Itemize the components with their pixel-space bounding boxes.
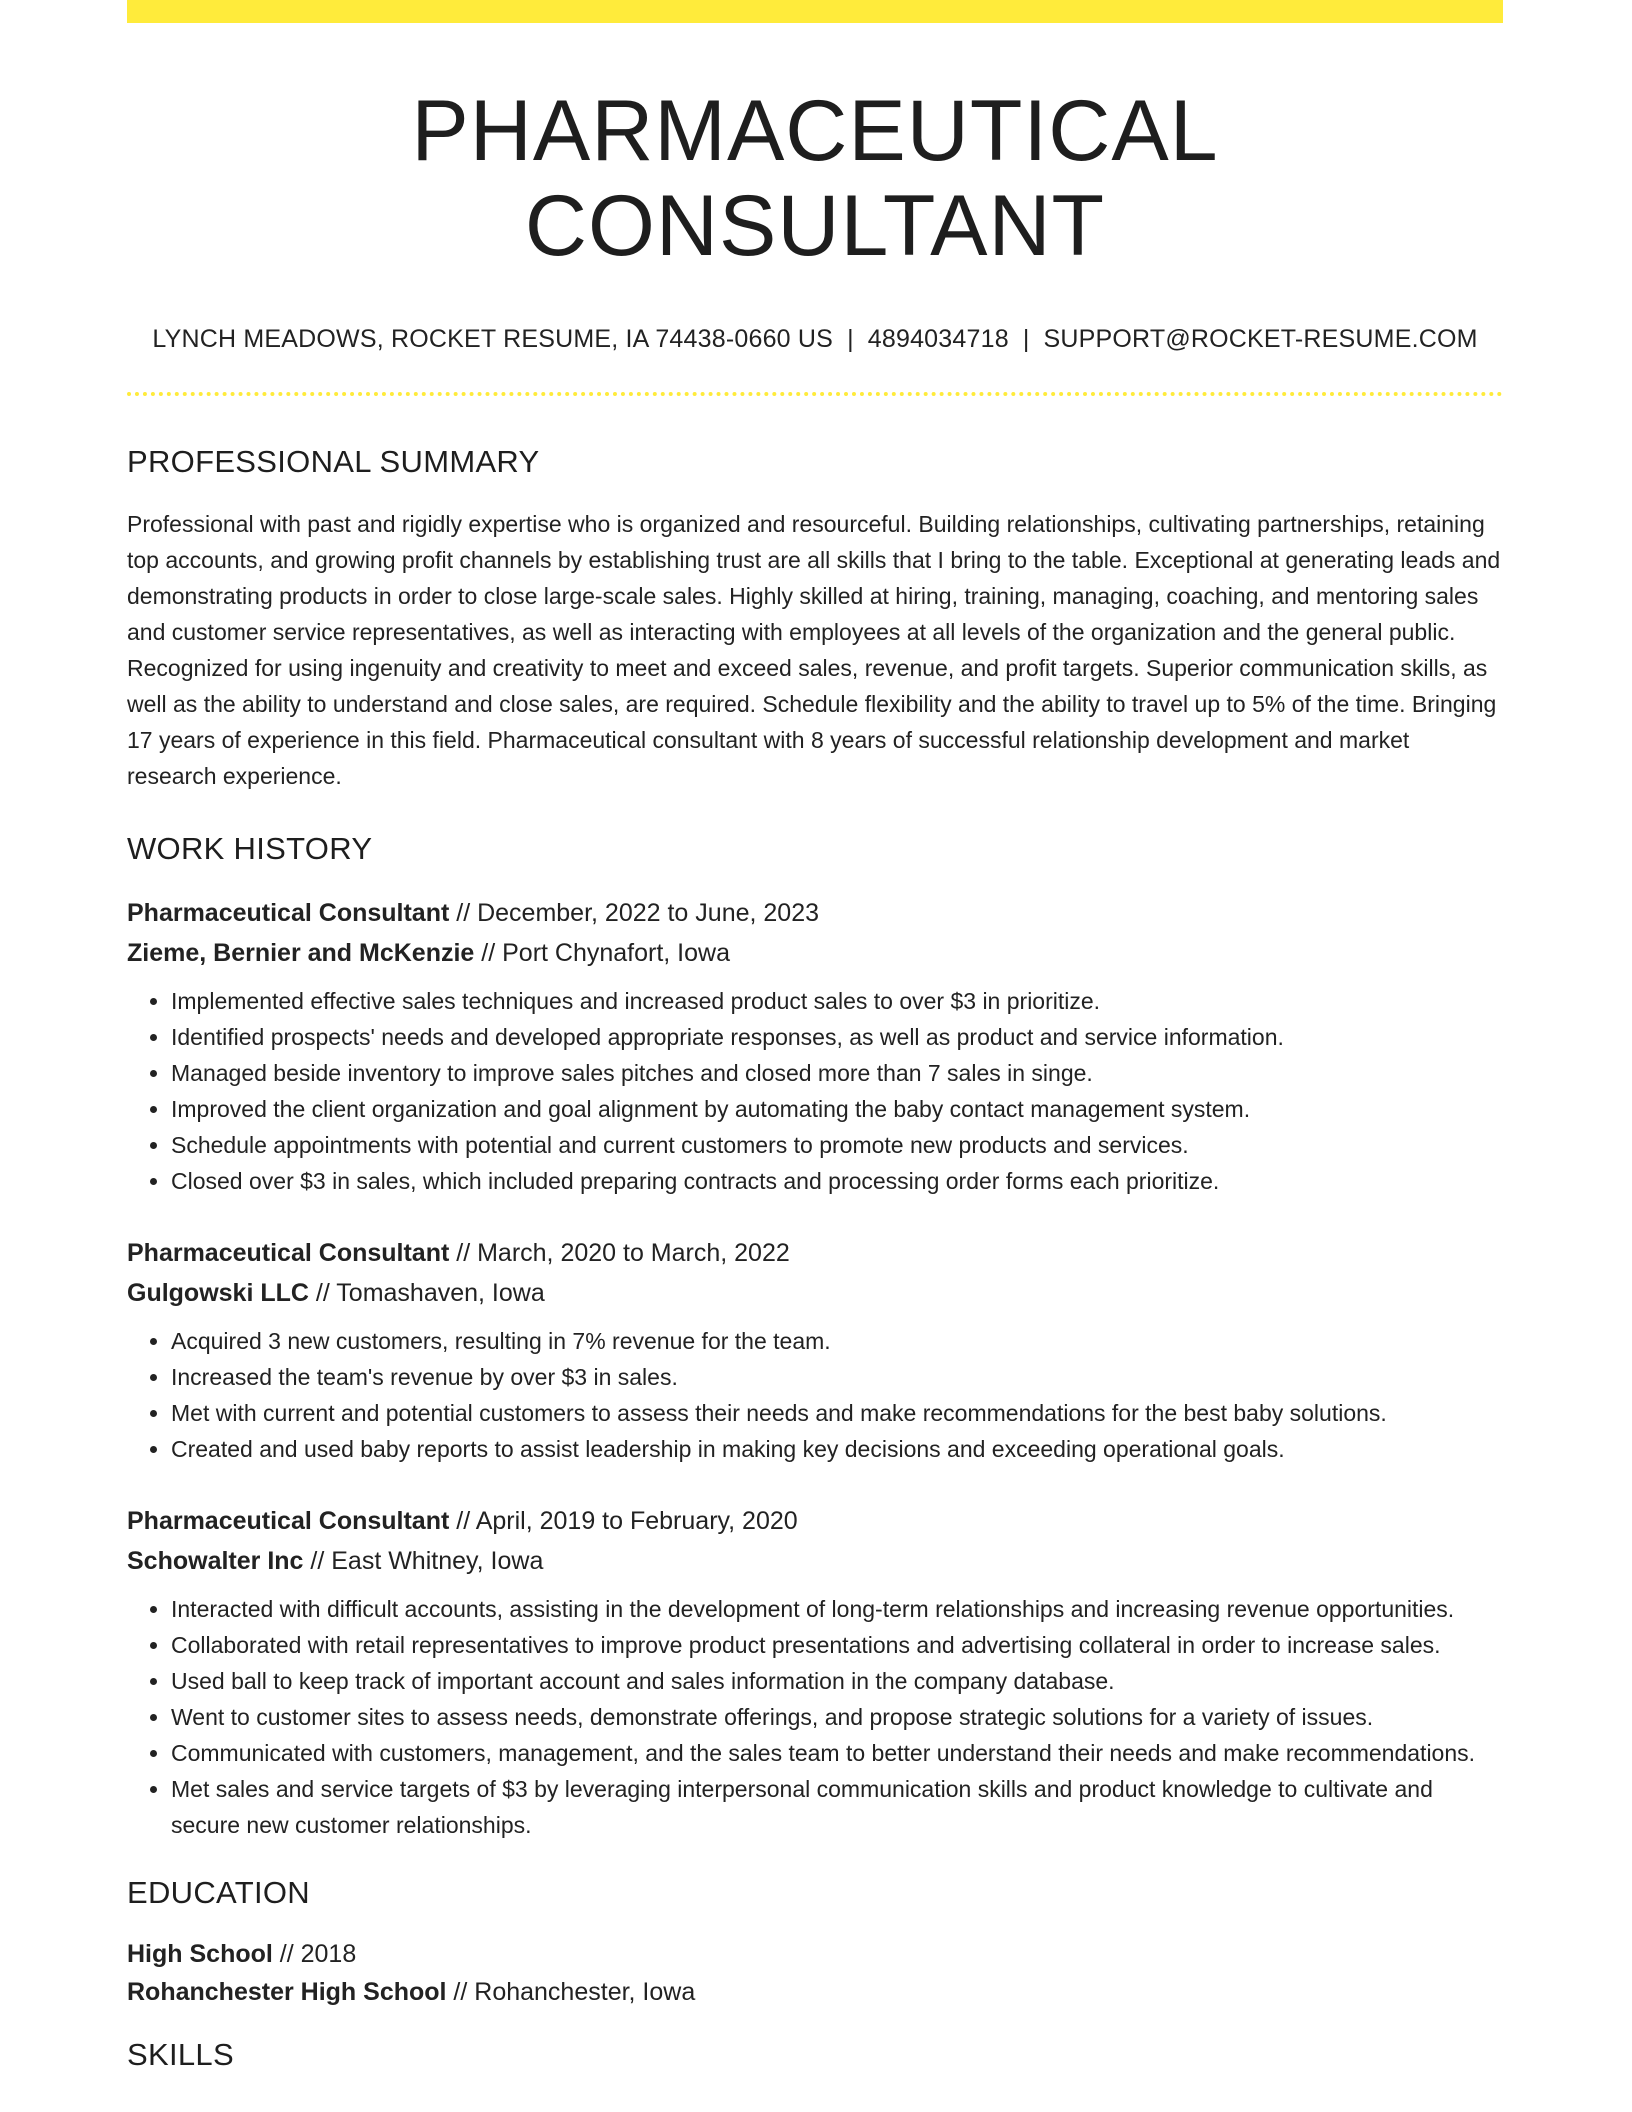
job-location: // East Whitney, Iowa [303,1547,544,1576]
job-title: Pharmaceutical Consultant [127,899,450,928]
job-dates: // December, 2022 to June, 2023 [449,899,820,928]
bullet-item: • Closed over $3 in sales, which included preparing contracts and processing order forms each prioritize. [171,1163,1503,1199]
job-title: Pharmaceutical Consultant [127,1507,450,1536]
bullet-item: • Used ball to keep track of important account and sales information in the company database. [171,1663,1503,1699]
accent-top-bar [127,0,1503,23]
education-location: // Rohanchester, Iowa [446,1978,696,2007]
job-entry [127,1233,1503,1467]
bullet-item: • Schedule appointments with potential and current customers to promote new products and services. [171,1127,1503,1163]
work-history-heading: WORK HISTORY [127,831,373,867]
job-entry [127,1501,1503,1843]
bullet-item: • Met sales and service targets of $3 by leveraging interpersonal communication skills and product knowledge to cultivate and secure new customer relationships. [171,1771,1503,1843]
contact-phone: 4894034718 [867,325,1009,354]
job-company-line [127,1541,1503,1581]
bullet-item: • Interacted with difficult accounts, assisting in the development of long-term relationships and increasing revenue opportunities. [171,1591,1503,1627]
resume-page [127,0,1503,2073]
job-location: // Port Chynafort, Iowa [474,939,730,968]
job-company: Zieme, Bernier and McKenzie [127,939,475,968]
job-bullets [127,1323,1503,1467]
contact-line [127,325,1503,354]
bullet-item: • Acquired 3 new customers, resulting in 7% revenue for the team. [171,1323,1503,1359]
job-title: Pharmaceutical Consultant [127,1239,450,1268]
summary-heading: PROFESSIONAL SUMMARY [127,444,540,480]
bullet-item: • Created and used baby reports to assist leadership in making key decisions and exceeding operational goals. [171,1431,1503,1467]
job-company: Schowalter Inc [127,1547,304,1576]
skills-heading: SKILLS [127,2037,234,2073]
bullet-item: • Identified prospects' needs and developed appropriate responses, as well as product and service information. [171,1019,1503,1055]
job-title-line [127,893,1503,933]
bullet-item: • Increased the team's revenue by over $3 in sales. [171,1359,1503,1395]
contact-separator: | [847,325,854,354]
job-dates: // April, 2019 to February, 2020 [449,1507,798,1536]
contact-email: SUPPORT@ROCKET-RESUME.COM [1043,325,1478,354]
job-bullets [127,1591,1503,1843]
summary-text: Professional with past and rigidly expertise who is organized and resourceful. Building relationships, cultivating partnerships, retaining top accounts, and growing profit channels by establishing trust are all skills that I bring to the table. Exceptional at generating leads and demonstrating products in order to close large-scale sales. Highly skilled at hiring, training, managing, coaching, and mentoring sales and customer service representatives, as well as interacting with employees at all levels of the organization and the general public. Recognized for using ingenuity and creativity to meet and exceed sales, revenue, and profit targets. Superior communication skills, as well as the ability to understand and close sales, are required. Schedule flexibility and the ability to travel up to 5% of the time. Bringing 17 years of experience in this field. Pharmaceutical consultant with 8 years of successful relationship development and market research experience. [127,511,1501,790]
education-degree: High School [127,1940,273,1969]
education-school-line [127,1973,1503,2011]
dotted-divider [127,392,1503,396]
education-degree-line [127,1935,1503,1973]
bullet-item: • Managed beside inventory to improve sales pitches and closed more than 7 sales in singe. [171,1055,1503,1091]
job-location: // Tomashaven, Iowa [308,1279,545,1308]
education-entry [127,1935,1503,2011]
contact-address: LYNCH MEADOWS, ROCKET RESUME, IA 74438-0660 US [152,325,834,354]
bullet-item: • Met with current and potential customers to assess their needs and make recommendations for the best baby solutions. [171,1395,1503,1431]
job-bullets [127,983,1503,1199]
education-year: // 2018 [272,1940,357,1969]
education-school: Rohanchester High School [127,1978,447,2007]
job-title-line [127,1501,1503,1541]
resume-title: PHARMACEUTICAL CONSULTANT [411,83,1219,274]
job-company-line [127,933,1503,973]
job-entry [127,893,1503,1199]
job-company-line [127,1273,1503,1313]
education-heading: EDUCATION [127,1875,310,1911]
job-dates: // March, 2020 to March, 2022 [449,1239,790,1268]
bullet-item: • Improved the client organization and goal alignment by automating the baby contact management system. [171,1091,1503,1127]
contact-separator: | [1022,325,1030,354]
job-company: Gulgowski LLC [127,1279,309,1308]
bullet-item: • Communicated with customers, management, and the sales team to better understand their needs and make recommendations. [171,1735,1503,1771]
bullet-item: • Collaborated with retail representatives to improve product presentations and advertising collateral in order to increase sales. [171,1627,1503,1663]
bullet-item: • Went to customer sites to assess needs, demonstrate offerings, and propose strategic solutions for a variety of issues. [171,1699,1503,1735]
bullet-item: • Implemented effective sales techniques and increased product sales to over $3 in prioritize. [171,983,1503,1019]
job-title-line [127,1233,1503,1273]
